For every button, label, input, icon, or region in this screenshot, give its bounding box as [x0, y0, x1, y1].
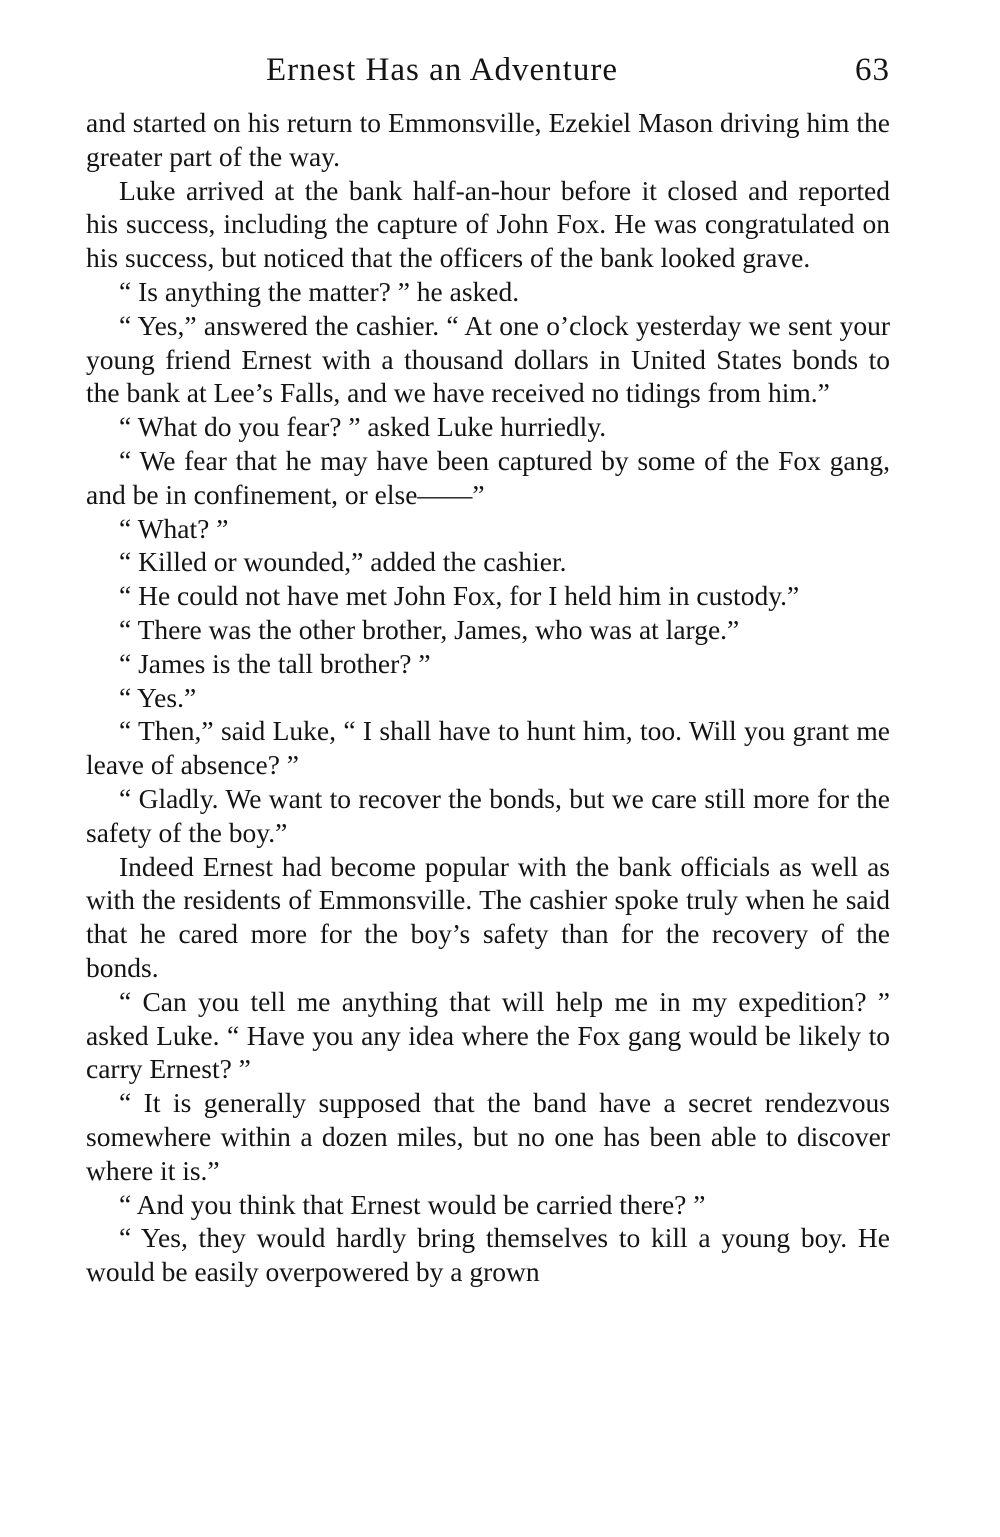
paragraph: “ Yes, they would hardly bring themselves to kill a young boy. He would be easily overpowered by a grown: [86, 1222, 890, 1288]
paragraph: “ Is anything the matter? ” he asked.: [119, 275, 520, 307]
paragraph: “ Yes.”: [119, 681, 197, 713]
book-page: [86, 50, 890, 1289]
paragraph: Indeed Ernest had become popular with the bank officials as well as with the residents of Emmonsville. The cashier spoke truly when he said that he cared more for the boy’s safety than for the recovery of the bonds.: [86, 850, 890, 983]
body-text: [86, 106, 890, 1289]
paragraph: “ Killed or wounded,” added the cashier.: [119, 546, 567, 578]
paragraph: “ It is generally supposed that the band have a secret rendezvous somewhere within a dozen miles, but no one has been able to discover where it is.”: [86, 1087, 890, 1186]
paragraph: “ James is the tall brother? ”: [119, 647, 431, 679]
paragraph: “ There was the other brother, James, who was at large.”: [119, 613, 740, 645]
paragraph: “ We fear that he may have been captured by some of the Fox gang, and be in confinement, or else——”: [86, 444, 890, 510]
paragraph: “ Yes,” answered the cashier. “ At one o’clock yesterday we sent your young friend Ernest with a thousand dollars in United States bonds to the bank at Lee’s Falls, and we have received no tidings from him.”: [86, 309, 890, 409]
running-title: Ernest Has an Adventure: [266, 52, 618, 88]
page-header: [86, 50, 890, 106]
paragraph: “ Can you tell me anything that will help me in my expedition? ” asked Luke. “ Have you any idea where the Fox gang would be likely to carry Ernest? ”: [86, 985, 890, 1085]
paragraph: “ He could not have met John Fox, for I held him in custody.”: [119, 580, 800, 612]
paragraph: “ What? ”: [119, 512, 229, 544]
paragraph: and started on his return to Emmonsville, Ezekiel Mason driving him the greater part of the way.: [86, 107, 890, 172]
paragraph: “ Then,” said Luke, “ I shall have to hunt him, too. Will you grant me leave of absence? ”: [86, 715, 890, 781]
paragraph: “ What do you fear? ” asked Luke hurriedly.: [119, 411, 607, 443]
paragraph: “ And you think that Ernest would be carried there? ”: [119, 1188, 706, 1220]
paragraph: “ Gladly. We want to recover the bonds, but we care still more for the safety of the boy.”: [86, 782, 890, 848]
page-number: 63: [855, 52, 890, 88]
paragraph: Luke arrived at the bank half-an-hour before it closed and reported his success, including the capture of John Fox. He was congratulated on his success, but noticed that the officers of the bank looked grave.: [86, 174, 890, 274]
